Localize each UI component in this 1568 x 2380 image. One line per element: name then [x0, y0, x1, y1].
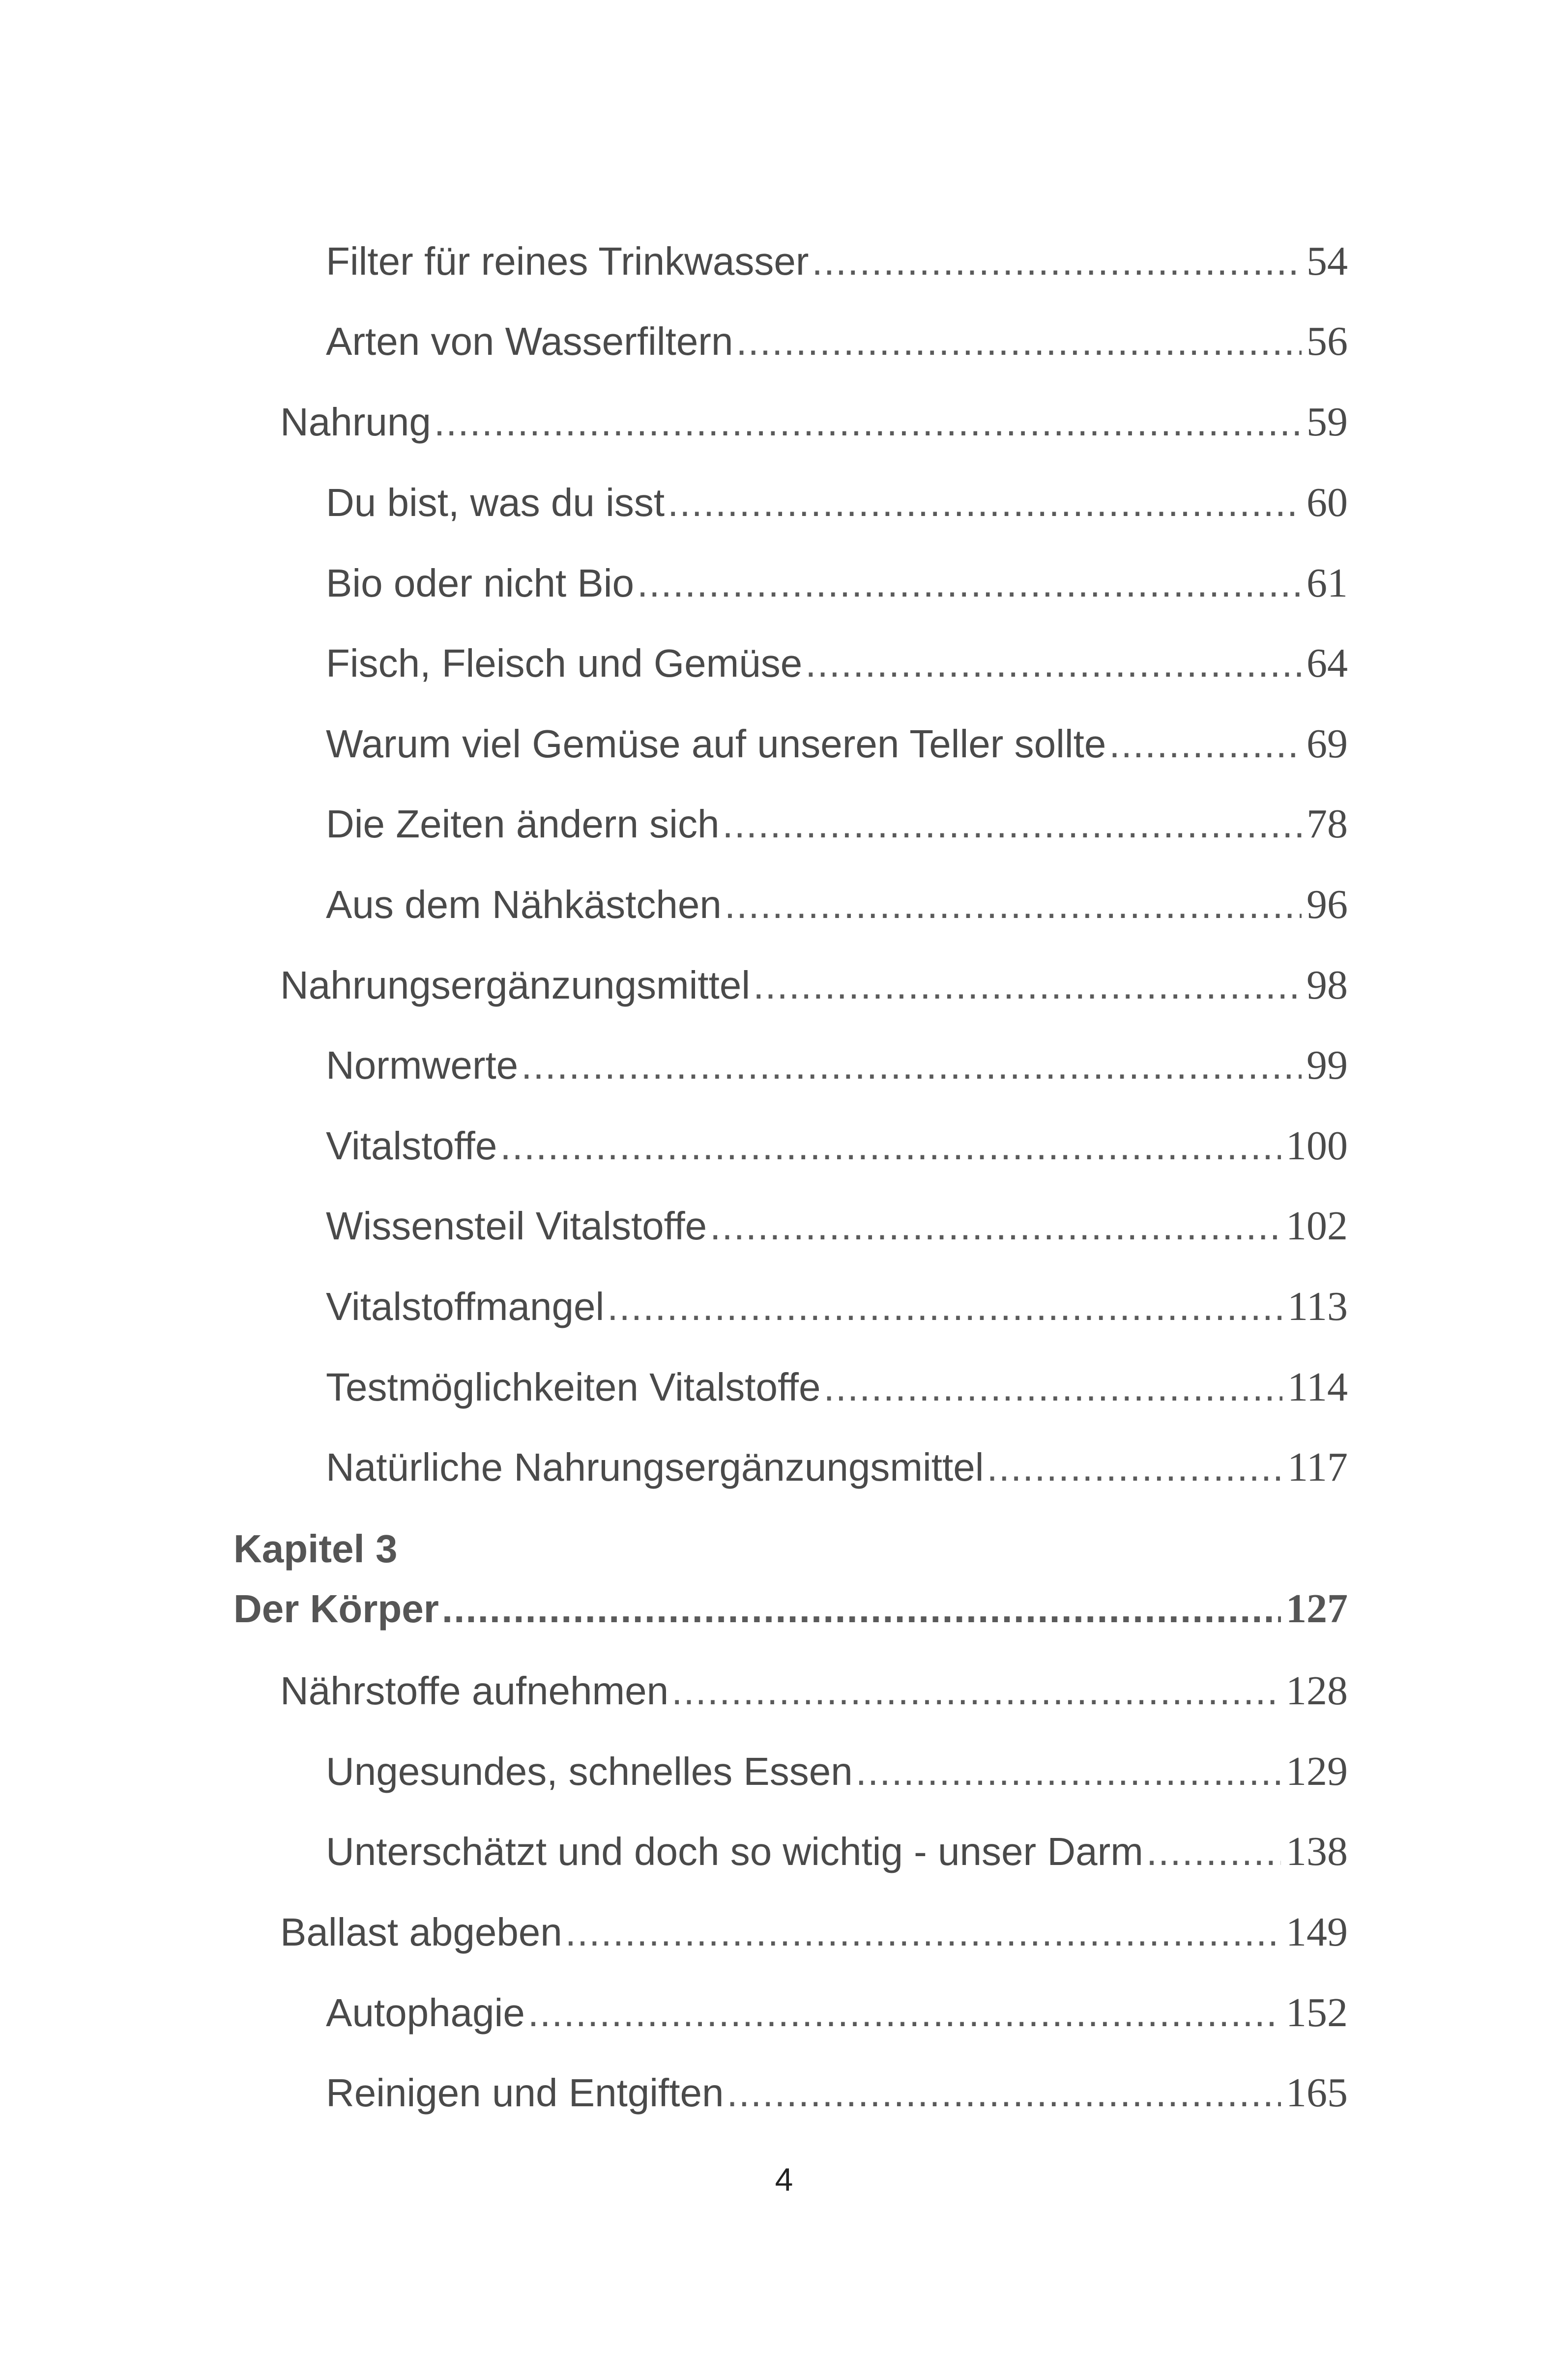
- toc-entry-page: 98: [1307, 962, 1348, 1008]
- toc-entry-label: Autophagie: [326, 1991, 525, 2035]
- toc-entry-label: Normwerte: [326, 1043, 519, 1087]
- toc-entry-label: Warum viel Gemüse auf unseren Teller sollte: [326, 722, 1106, 766]
- toc-entry-page: 100: [1286, 1123, 1348, 1169]
- toc-entry-page: 61: [1307, 560, 1348, 606]
- toc-entry-page: 138: [1286, 1829, 1348, 1874]
- toc-entry[interactable]: [326, 1121, 1348, 1171]
- dot-leader: [671, 1666, 1281, 1716]
- dot-leader: [1146, 1827, 1281, 1876]
- dot-leader: [812, 237, 1302, 286]
- toc-entry-page: 56: [1307, 318, 1348, 364]
- toc-entry[interactable]: [326, 639, 1348, 688]
- toc-entry-label: Du bist, was du isst: [326, 481, 665, 524]
- toc-entry-page: 129: [1286, 1749, 1348, 1794]
- toc-entry[interactable]: [326, 719, 1348, 769]
- toc-entry[interactable]: [326, 1282, 1348, 1331]
- toc-entry-label: Wissensteil Vitalstoffe: [326, 1204, 707, 1248]
- toc-entry[interactable]: [280, 1666, 1348, 1716]
- dot-leader: [521, 1041, 1302, 1090]
- toc-entry-label: Testmöglichkeiten Vitalstoffe: [326, 1365, 821, 1409]
- toc-entry-page: 165: [1286, 2070, 1348, 2116]
- chapter-label: Kapitel 3: [233, 1527, 398, 1571]
- dot-leader: [528, 1988, 1281, 2037]
- toc-entry[interactable]: [326, 1041, 1348, 1090]
- toc-entry-page: 102: [1286, 1203, 1348, 1249]
- dot-leader: [805, 639, 1302, 688]
- toc-entry-label: Aus dem Nähkästchen: [326, 883, 722, 926]
- chapter-title: Der Körper: [233, 1587, 439, 1631]
- dot-leader: [736, 317, 1302, 366]
- dot-leader: [434, 398, 1302, 447]
- dot-leader: [607, 1282, 1282, 1331]
- dot-leader: [668, 478, 1302, 527]
- toc-entry-label: Unterschätzt und doch so wichtig - unser Darm: [326, 1830, 1143, 1873]
- toc-entry-page: 64: [1307, 640, 1348, 686]
- dot-leader: [727, 2068, 1281, 2118]
- toc-entry-label: Reinigen und Entgiften: [326, 2071, 724, 2115]
- toc-entry-label: Die Zeiten ändern sich: [326, 802, 720, 846]
- dot-leader: [500, 1121, 1281, 1171]
- page-number: 4: [775, 2161, 793, 2198]
- toc-entry[interactable]: [326, 317, 1348, 366]
- dot-leader: [710, 1202, 1281, 1251]
- toc-entry[interactable]: [326, 1747, 1348, 1796]
- toc-entry-label: Nahrungsergänzungsmittel: [280, 963, 751, 1007]
- toc-entry-label: Vitalstoffmangel: [326, 1285, 605, 1328]
- toc-entry[interactable]: [326, 800, 1348, 849]
- dot-leader: [442, 1584, 1281, 1634]
- toc-entry-label: Nahrung: [280, 400, 431, 444]
- toc-entry-page: 117: [1287, 1444, 1348, 1490]
- toc-entry[interactable]: [280, 961, 1348, 1010]
- dot-leader: [565, 1908, 1281, 1957]
- toc-entry[interactable]: [326, 1202, 1348, 1251]
- toc-entry[interactable]: [326, 1363, 1348, 1412]
- toc-entry-label: Arten von Wasserfiltern: [326, 319, 733, 363]
- toc-entry-page: 149: [1286, 1909, 1348, 1955]
- toc-entry[interactable]: [280, 398, 1348, 447]
- chapter-page: 127: [1286, 1586, 1348, 1632]
- toc-entry[interactable]: [326, 559, 1348, 608]
- toc-entry-page: 54: [1307, 238, 1348, 284]
- toc-entry-label: Nährstoffe aufnehmen: [280, 1669, 669, 1713]
- toc-entry-label: Natürliche Nahrungsergänzungsmittel: [326, 1445, 984, 1489]
- toc-entry-page: 152: [1286, 1990, 1348, 2036]
- toc-entry[interactable]: [326, 237, 1348, 286]
- toc-entry-page: 114: [1287, 1364, 1348, 1410]
- toc-entry[interactable]: [326, 880, 1348, 929]
- dot-leader: [856, 1747, 1281, 1796]
- dot-leader: [637, 559, 1302, 608]
- toc-entry-page: 59: [1307, 399, 1348, 445]
- toc-entry-label: Bio oder nicht Bio: [326, 561, 635, 605]
- toc-entry[interactable]: [280, 1908, 1348, 1957]
- toc-entry-page: 69: [1307, 721, 1348, 767]
- toc-entry-page: 99: [1307, 1042, 1348, 1088]
- toc-entry-page: 96: [1307, 882, 1348, 927]
- toc-entry-label: Fisch, Fleisch und Gemüse: [326, 641, 803, 685]
- dot-leader: [987, 1443, 1282, 1492]
- toc-entry-page: 113: [1287, 1284, 1348, 1329]
- dot-leader: [823, 1363, 1282, 1412]
- toc-entry-label: Filter für reines Trinkwasser: [326, 239, 809, 283]
- toc-entry[interactable]: [326, 1988, 1348, 2037]
- dot-leader: [722, 800, 1302, 849]
- dot-leader: [1109, 719, 1302, 769]
- toc-entry-page: 78: [1307, 801, 1348, 847]
- toc-entry[interactable]: [326, 1443, 1348, 1492]
- toc-entry[interactable]: [326, 1827, 1348, 1876]
- toc-entry-label: Ballast abgeben: [280, 1910, 562, 1954]
- toc-entry-label: Ungesundes, schnelles Essen: [326, 1749, 853, 1793]
- dot-leader: [753, 961, 1302, 1010]
- toc-entry-page: 60: [1307, 480, 1348, 525]
- toc-entry[interactable]: [326, 2068, 1348, 2118]
- toc-entry-page: 128: [1286, 1668, 1348, 1714]
- toc-entry[interactable]: [326, 478, 1348, 527]
- chapter-title-entry[interactable]: [233, 1584, 1348, 1634]
- dot-leader: [725, 880, 1302, 929]
- toc-entry-label: Vitalstoffe: [326, 1124, 497, 1168]
